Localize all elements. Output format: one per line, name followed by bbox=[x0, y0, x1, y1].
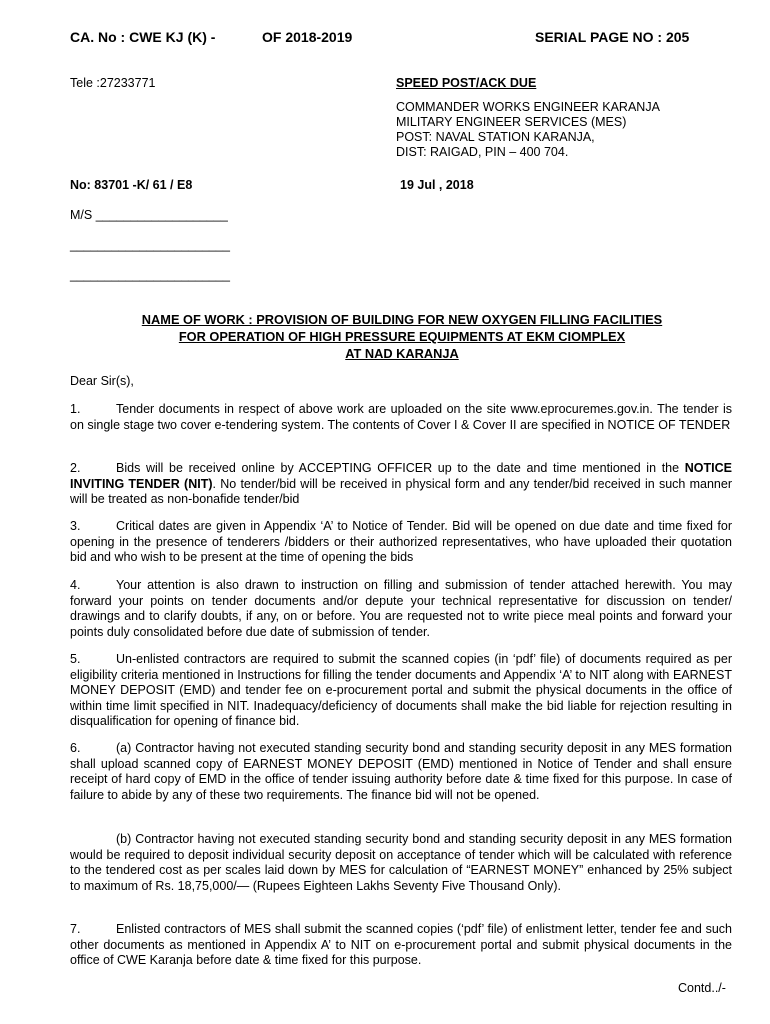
paragraph-number: 3. bbox=[70, 519, 81, 533]
paragraph-number: 7. bbox=[70, 922, 81, 936]
paragraph-number: 2. bbox=[70, 461, 81, 475]
sender-address bbox=[396, 100, 660, 160]
paragraph-7 bbox=[70, 922, 732, 969]
paragraph-text: Enlisted contractors of MES shall submit the scanned copies (‘pdf’ file) of enlistment letter, tender fee and such other documents as mentioned in Appendix A’ to NIT on e-procurement portal and submit physical documents in the office of CWE Karanja before date & time fixed for this purpose. bbox=[70, 922, 732, 967]
recipient-line-3: _______________________ bbox=[70, 268, 230, 282]
paragraph-number: 5. bbox=[70, 652, 81, 666]
reference-number: No: 83701 -K/ 61 / E8 bbox=[70, 178, 193, 192]
address-line-3: POST: NAVAL STATION KARANJA, bbox=[396, 130, 595, 144]
name-of-work-line-3: AT NAD KARANJA bbox=[345, 346, 459, 361]
letter-date: 19 Jul , 2018 bbox=[400, 178, 474, 192]
telephone-number: Tele :27233771 bbox=[70, 76, 156, 90]
paragraph-text: Critical dates are given in Appendix ‘A’ to Notice of Tender. Bid will be opened on due date and time fixed for opening in the presence of tenderers /bidders or their authorized representatives, who have uploaded their quotation bid and who wish to be present at the time of opening the bids bbox=[70, 519, 732, 564]
address-line-4: DIST: RAIGAD, PIN – 400 704. bbox=[396, 145, 569, 159]
address-line-2: MILITARY ENGINEER SERVICES (MES) bbox=[396, 115, 627, 129]
paragraph-3 bbox=[70, 519, 732, 566]
contract-number: CA. No : CWE KJ (K) - bbox=[70, 29, 216, 45]
name-of-work-line-2: FOR OPERATION OF HIGH PRESSURE EQUIPMENTS AT EKM CIOMPLEX bbox=[178, 329, 626, 344]
paragraph-6b bbox=[70, 832, 732, 894]
paragraph-2 bbox=[70, 461, 732, 508]
paragraph-6a bbox=[70, 741, 732, 803]
paragraph-text-continued: . No tender/bid will be received in physical form and any tender/bid received in such manner will be treated as non-bonafide tender/bid bbox=[70, 476, 732, 506]
paragraph-text: Bids will be received online by ACCEPTING OFFICER up to the date and time mentioned in the bbox=[116, 461, 680, 475]
contract-year: OF 2018-2019 bbox=[262, 29, 353, 45]
name-of-work-heading bbox=[70, 311, 734, 362]
continued-marker: Contd../- bbox=[678, 981, 726, 995]
name-of-work-line-1: NAME OF WORK : PROVISION OF BUILDING FOR NEW OXYGEN FILLING FACILITIES bbox=[141, 312, 663, 327]
serial-page-number: SERIAL PAGE NO : 205 bbox=[535, 29, 690, 45]
paragraph-text: (b) Contractor having not executed standing security bond and standing security deposit in any MES formation would be required to deposit individual security deposit on acceptance of tender which will be calculated with reference to the tendered cost as per scales laid down by MES for calculation of “EARNEST MONEY” enhanced by 25% subject to maximum of Rs. 18,75,000/— (Rupees Eighteen Lakhs Seventy Five Thousand Only). bbox=[70, 832, 732, 893]
recipient-line-2: _______________________ bbox=[70, 238, 230, 252]
dispatch-mode: SPEED POST/ACK DUE bbox=[396, 76, 537, 90]
recipient-line-1: M/S ___________________ bbox=[70, 208, 228, 222]
paragraph-number: 1. bbox=[70, 402, 81, 416]
address-line-1: COMMANDER WORKS ENGINEER KARANJA bbox=[396, 100, 660, 114]
paragraph-text: (a) Contractor having not executed standing security bond and standing security deposit in any MES formation shall upload scanned copy of EARNEST MONEY DEPOSIT (EMD) mentioned in Notice of Tender and shall ensure receipt of hard copy of EMD in the office of tender issuing authority before date & time fixed for this purpose. In case of failure to abide by any of these two requirements. The finance bid will not be opened. bbox=[70, 741, 732, 802]
nit-emphasis: NOTICE INVITING TENDER (NIT) bbox=[70, 461, 732, 491]
paragraph-number: 4. bbox=[70, 578, 81, 592]
paragraph-text: Un-enlisted contractors are required to submit the scanned copies (in ‘pdf’ file) of documents required as per eligibility criteria mentioned in Instructions for filling the tender documents and Appendix ‘A’ to NIT along with EARNEST MONEY DEPOSIT (EMD) and tender fee on e-procurement portal and submit the physical documents in the office of within time limit specified in NIT. Inadequacy/deficiency of documents shall make the bid liable for rejection resulting in disqualification for opening of finance bid. bbox=[70, 652, 732, 728]
paragraph-5 bbox=[70, 652, 732, 730]
paragraph-number: 6. bbox=[70, 741, 81, 755]
paragraph-text: Your attention is also drawn to instruction on filling and submission of tender attached herewith. You may forward your points on tender documents and/or depute your technical representative for discussion on tender/ drawings and to clarify doubts, if any, on or before. You are requested not to write piece meal points and forward your points duly consolidated before due date of submission of tender. bbox=[70, 578, 732, 639]
paragraph-text: Tender documents in respect of above work are uploaded on the site www.eprocuremes.gov.in. The tender is on single stage two cover e-tendering system. The contents of Cover I & Cover II are specified in NOTICE OF TENDER bbox=[70, 402, 732, 432]
salutation: Dear Sir(s), bbox=[70, 374, 134, 388]
paragraph-4 bbox=[70, 578, 732, 640]
paragraph-1 bbox=[70, 402, 732, 433]
